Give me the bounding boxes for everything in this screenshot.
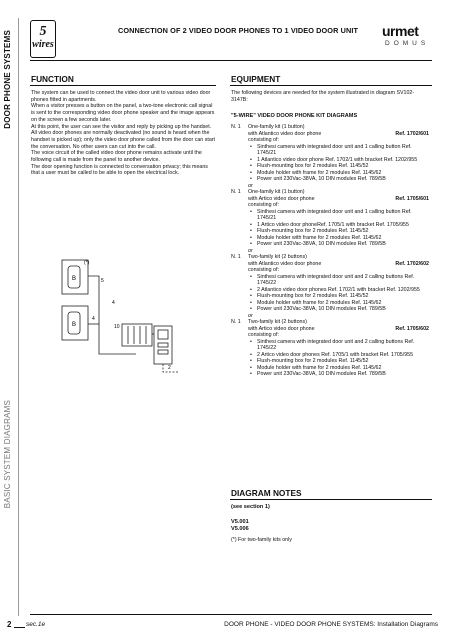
side-label-bottom	[3, 400, 17, 620]
door-unit	[154, 326, 172, 364]
kit-entry	[231, 189, 429, 254]
function-paragraph: The voice circuit of the called video door phone remains activate until the following call is made from the panel to another device.	[31, 150, 202, 164]
equipment-intro: The following devices are needed for the system illustrated in diagram SV102-3147B:	[231, 90, 415, 103]
diagram-notes-heading: DIAGRAM NOTES	[231, 488, 302, 498]
page-number: 2	[7, 620, 12, 629]
footer-rule	[30, 614, 432, 615]
kit-item: • Flush-mounting box for 2 modules Ref. 1145/52	[257, 163, 429, 170]
kit-item: • 1 Atlantico video door phone Ref. 1702/1 with bracket Ref. 1202/955	[257, 157, 429, 164]
power-unit	[122, 324, 152, 346]
kit-ref: Ref. 1705/602	[395, 325, 429, 332]
kit-entry	[231, 124, 429, 189]
kit-item: • 1 Artico video door phoneRef. 1705/1 with bracket Ref. 1705/955	[257, 222, 429, 229]
note-code: V5.001	[231, 519, 249, 525]
page-number-rule	[14, 627, 25, 628]
kit-ref: Ref. 1705/601	[395, 195, 429, 202]
function-paragraph: The door opening function is connected to conversation privacy; this means that a user must be called to be able to open the electrical lock.	[31, 163, 208, 177]
function-rule	[30, 85, 216, 86]
phone-letter-2: B	[72, 322, 77, 328]
section-label: sec.1e	[26, 621, 46, 628]
kit-list	[231, 124, 429, 378]
function-heading: FUNCTION	[31, 74, 74, 84]
kit-qty: N. 1	[231, 189, 241, 195]
kit-qty: N. 1	[231, 124, 241, 130]
kit-entry	[231, 254, 429, 319]
wires-badge	[30, 20, 56, 58]
kit-desc: with Atlantico video door phone	[248, 130, 322, 137]
kit-or: or	[248, 312, 253, 319]
equipment-heading: EQUIPMENT	[231, 74, 281, 84]
badge-word: wires	[32, 39, 54, 50]
function-paragraph: When a visitor presses a button on the panel, a two-tone electronic call signal is sent to the corresponding video door phone speaker and the image appears on the screen a few seconds later.	[31, 103, 215, 123]
kit-or: or	[248, 182, 253, 189]
kit-items	[248, 274, 429, 313]
function-text	[31, 90, 217, 177]
equipment-rule	[230, 85, 432, 86]
kit-item: • Sinthesi camera with integrated door unit and 1 calling button Ref. 1745/21	[257, 144, 429, 157]
kit-item: • Power unit 230Vac-38VA, 10 DIN modules Ref. 789/5B	[257, 176, 429, 183]
kit-desc: with Atlantico video door phone	[248, 260, 322, 267]
kit-desc: with Artico video door phone	[248, 325, 315, 332]
kit-name: One-family kit (1 button)	[248, 124, 305, 130]
function-paragraph: At this point, the user can see the visitor and reply by picking up the handset.	[31, 123, 212, 130]
brand-subtitle: DOMUS	[385, 40, 430, 47]
kit-item: • Flush-mounting box for 2 modules Ref. 1145/52	[257, 293, 429, 300]
side-rule	[18, 18, 19, 616]
kit-item: • Module holder with frame for 2 modules Ref. 1145/62	[257, 300, 429, 307]
side-label-bottom-text: BASIC SYSTEM DIAGRAMS	[3, 400, 12, 509]
header-rule	[30, 60, 432, 61]
kit-item: • Flush-mounting box for 2 modules Ref. 1145/52	[257, 228, 429, 235]
notes-subheading: (see section 1)	[231, 504, 270, 510]
function-paragraph: All video door phones are normally deactivated (no sound is heard when the handset is picked up); only the video door phone called from the door can start the conversation. No other users can cut into the call.	[31, 130, 216, 150]
kit-or: or	[248, 247, 253, 254]
kit-consisting: consisting of:	[248, 137, 279, 143]
wire-label-3: 4	[112, 300, 115, 306]
page-title: CONNECTION OF 2 VIDEO DOOR PHONES TO 1 VIDEO DOOR UNIT	[118, 26, 359, 35]
kit-items	[248, 339, 429, 378]
kit-item: • 2 Artico video door phones Ref. 1705/1 with bracket Ref. 1705/955	[257, 352, 429, 359]
side-label-top-text: DOOR PHONE SYSTEMS	[3, 30, 12, 129]
wire-label-2: 4	[92, 316, 95, 322]
notes-rule	[230, 499, 432, 500]
kit-item: • Flush-mounting box for 2 modules Ref. 1145/52	[257, 358, 429, 365]
kit-name: One-family kit (1 button)	[248, 189, 305, 195]
kit-consisting: consisting of:	[248, 202, 279, 208]
kit-item: • Module holder with frame for 2 modules Ref. 1145/62	[257, 365, 429, 372]
kit-consisting: consisting of:	[248, 332, 279, 338]
wire-label-4: 10	[114, 324, 120, 330]
notes-codes	[231, 519, 249, 533]
note-code: V5.006	[231, 526, 249, 532]
kit-qty: N. 1	[231, 319, 241, 325]
function-paragraph: The system can be used to connect the video door unit to various video door phones fitted in apartments.	[31, 90, 211, 103]
kit-ref: Ref. 1702/602	[395, 260, 429, 267]
side-label-top	[3, 30, 17, 270]
notes-footnote: (*) For two-family kits only	[231, 537, 292, 543]
kit-item: • Sinthesi camera with integrated door unit and 1 calling button Ref. 1745/21	[257, 209, 429, 222]
diagram-note-mark: (*)	[84, 260, 90, 266]
system-diagram	[54, 254, 184, 374]
kit-items	[248, 209, 429, 248]
wire-label-1: 5	[101, 278, 104, 284]
badge-number: 5	[39, 24, 47, 39]
kit-ref: Ref. 1702/601	[395, 130, 429, 137]
kit-entry	[231, 319, 429, 378]
kit-name: Two-family kit (2 buttons)	[248, 319, 307, 325]
kit-diagrams-subheading: "5-WIRE" VIDEO DOOR PHONE KIT DIAGRAMS	[231, 113, 358, 119]
brand-logo: urmet	[382, 23, 419, 39]
kit-item: • Sinthesi camera with integrated door unit and 2 calling buttons Ref. 1745/22	[257, 339, 429, 352]
kit-name: Two-family kit (2 buttons)	[248, 254, 307, 260]
kit-desc: with Artico video door phone	[248, 195, 315, 202]
kit-items	[248, 144, 429, 183]
wire-label-5: 2	[168, 365, 171, 371]
kit-qty: N. 1	[231, 254, 241, 260]
kit-item: • Power unit 230Vac-38VA, 10 DIN modules Ref. 789/5B	[257, 371, 429, 378]
kit-consisting: consisting of:	[248, 267, 279, 273]
footer-text: DOOR PHONE - VIDEO DOOR PHONE SYSTEMS: Installation Diagrams	[224, 621, 438, 628]
phone-letter-1: B	[72, 276, 77, 282]
kit-item: • Sinthesi camera with integrated door unit and 2 calling buttons Ref. 1745/22	[257, 274, 429, 287]
kit-item: • Power unit 230Vac-38VA, 10 DIN modules Ref. 789/5B	[257, 306, 429, 313]
kit-item: • Module holder with frame for 2 modules Ref. 1145/62	[257, 235, 429, 242]
kit-item: • Power unit 230Vac-38VA, 10 DIN modules Ref. 789/5B	[257, 241, 429, 248]
kit-item: • 2 Atlantico video door phones Ref. 1702/1 with bracket Ref. 1202/955	[257, 287, 429, 294]
kit-item: • Module holder with frame for 2 modules Ref. 1145/62	[257, 170, 429, 177]
